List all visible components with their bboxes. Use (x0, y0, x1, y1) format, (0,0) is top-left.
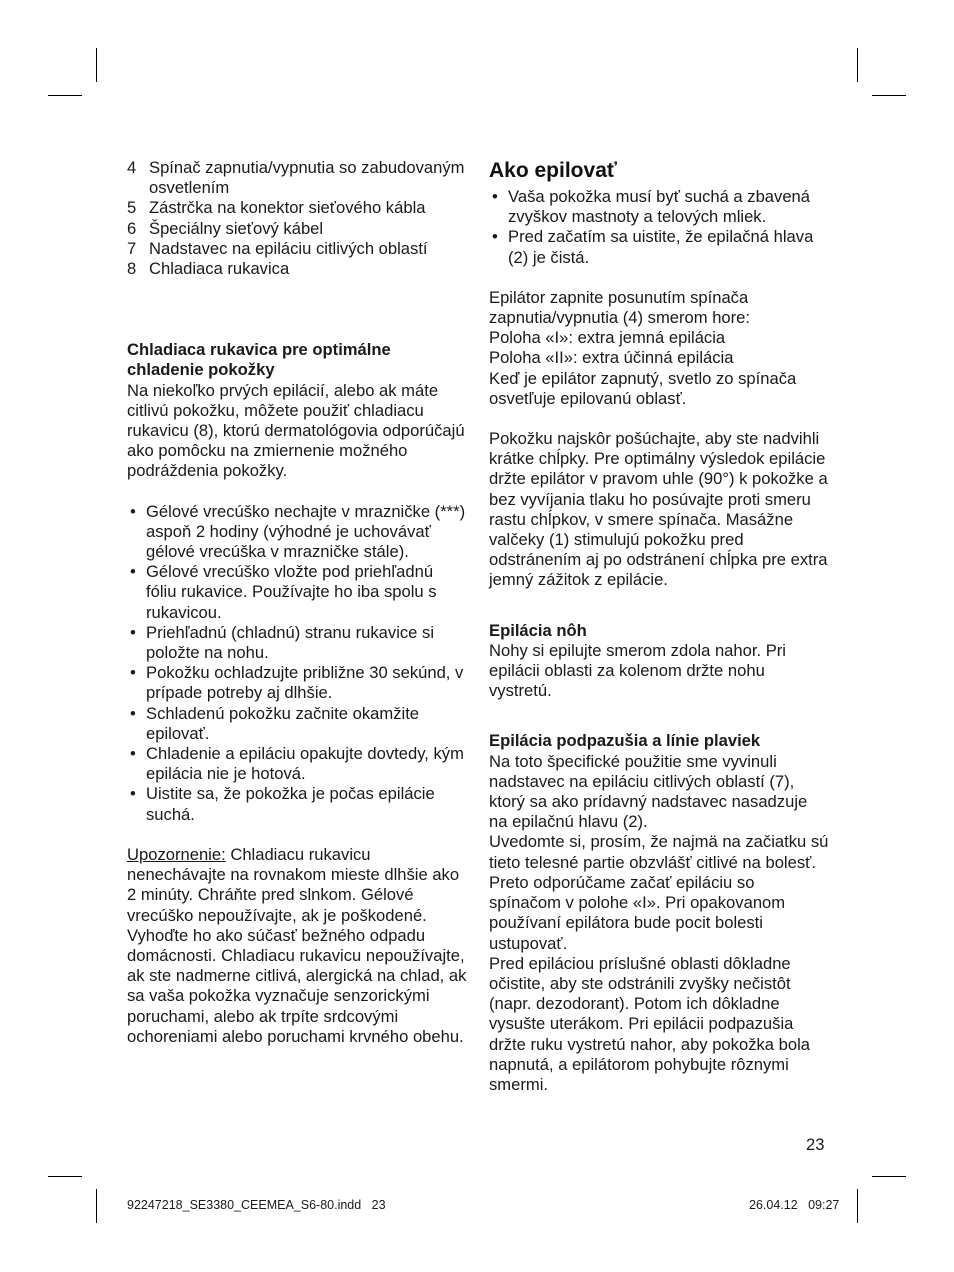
crop-mark (857, 1189, 858, 1223)
left-column (127, 158, 467, 1047)
footer-file-info: 92247218_SE3380_CEEMEA_S6-80.indd 23 (127, 1198, 386, 1212)
footer-date-time: 26.04.12 09:27 (749, 1198, 840, 1212)
right-column (489, 158, 829, 1095)
list-item: 7 Nadstavec na epiláciu citlivých oblastí (127, 238, 428, 258)
legs-heading: Epilácia nôh (489, 620, 587, 640)
underarm-paragraph: Na toto špecifické použitie sme vyvinuli nadstavec na epiláciu citlivých oblastí (7), ktorý sa ako prídavný nadstavec nasadzuje na epilačnú hlavu (2). (489, 751, 808, 832)
section-title: Ako epilovať (489, 159, 617, 182)
crop-mark (96, 1189, 97, 1223)
crop-mark (48, 95, 82, 96)
page-number: 23 (806, 1135, 825, 1154)
cooling-intro: Na niekoľko prvých epilácií, alebo ak máte citlivú pokožku, môžete použiť chladiacu rukavicu (8), ktorú dermatológovia odporúčajú ako pomôcku na zmiernenie možného podráždenia pokožky. (127, 380, 465, 481)
list-item: • Pokožku ochladzujte približne 30 sekúnd, v prípade potreby aj dlhšie. (127, 663, 467, 703)
list-item: • Gélové vrecúško nechajte v mrazničke (***) aspoň 2 hodiny (výhodné je uchovávať gélové vrecúška v mrazničke stále). (127, 502, 467, 563)
list-item: 5 Zástrčka na konektor sieťového kábla (127, 198, 426, 218)
crop-mark (857, 48, 858, 82)
underarm-paragraph: Pred epiláciou príslušné oblasti dôkladne očistite, aby ste odstránili zvyšky nečistôt (napr. dezodorant). Potom ich dôkladne vysušte uterákom. Pri epilácii podpazušia držte ruku vystretú nahor, aby pokožka bola napnutá, a epilátorom pohybujte rôznymi smermi. (489, 953, 810, 1094)
list-item: 4 Spínač zapnutia/vypnutia so zabudovaným osvetlením (127, 158, 465, 198)
crop-mark (48, 1176, 82, 1177)
list-item: • Uistite sa, že pokožka je počas epilácie suchá. (127, 784, 467, 824)
legs-paragraph: Nohy si epilujte smerom zdola nahor. Pri epilácii oblasti za kolenom držte nohu vystretú. (489, 640, 786, 701)
list-item: • Chladenie a epiláciu opakujte dovtedy, kým epilácia nie je hotová. (127, 744, 467, 784)
list-item: • Schladenú pokožku začnite okamžite epilovať. (127, 704, 467, 744)
list-item: • Priehľadnú (chladnú) stranu rukavice si položte na nohu. (127, 623, 467, 663)
cooling-heading: Chladiaca rukavica pre optimálne chladenie pokožky (127, 340, 391, 380)
technique-paragraph: Pokožku najskôr pošúchajte, aby ste nadvihli krátke chĺpky. Pre optimálny výsledok epilácie držte epilátor v pravom uhle (90°) k pokožke a bez vyvíjania tlaku ho posúvajte proti smeru rastu chĺpkov, v smere spínača. Masážne valčeky (1) stimulujú pokožku pred odstránením aj po odstránení chĺpka pre extra jemný zážitok z epilácie. (489, 429, 828, 590)
list-item: 6 Špeciálny sieťový kábel (127, 218, 324, 238)
switch-instructions: Epilátor zapnite posunutím spínača zapnutia/vypnutia (4) smerom hore: Poloha «I»: extra jemná epilácia Poloha «II»: extra účinná epilácia Keď je epilátor zapnutý, svetlo zo spínača osvetľuje epilovanú oblasť. (489, 287, 797, 408)
parts-list (127, 158, 467, 279)
crop-mark (872, 95, 906, 96)
warning-text: Chladiacu rukavicu nenechávajte na rovnakom mieste dlhšie ako 2 minúty. Chráňte pred slnkom. Gélové vrecúško nepoužívajte, ak je poškodené. Vyhoďte ho ako súčasť bežného odpadu domácnosti. Chladiacu rukavicu nepoužívajte, ak ste nadmerne citlivá, alergická na chlad, ak sa vaša pokožka vyznačuje senzorickými poruchami, alebo ak trpíte srdcovými ochoreniami alebo poruchami krvného obehu. (127, 844, 467, 1046)
list-item: 8 Chladiaca rukavica (127, 259, 290, 279)
list-item: • Gélové vrecúško vložte pod priehľadnú fóliu rukavice. Používajte ho iba spolu s rukavicou. (127, 562, 467, 623)
intro-bullets (489, 187, 829, 268)
cooling-bullets (127, 502, 467, 825)
crop-mark (96, 48, 97, 82)
list-item: • Vaša pokožka musí byť suchá a zbavená zvyškov mastnoty a telových mliek. (489, 187, 829, 227)
underarm-paragraph: Uvedomte si, prosím, že najmä na začiatku sú tieto telesné partie obzvlášť citlivé na bolesť. Preto odporúčame začať epiláciu so spínačom v polohe «I». Pri opakovanom používaní epilátora bude pocit bolesti ustupovať. (489, 832, 829, 953)
crop-mark (872, 1176, 906, 1177)
warning-label: Upozornenie: (127, 844, 226, 864)
list-item: • Pred začatím sa uistite, že epilačná hlava (2) je čistá. (489, 227, 829, 267)
underarm-heading: Epilácia podpazušia a línie plaviek (489, 731, 761, 751)
warning-paragraph (127, 845, 467, 1047)
